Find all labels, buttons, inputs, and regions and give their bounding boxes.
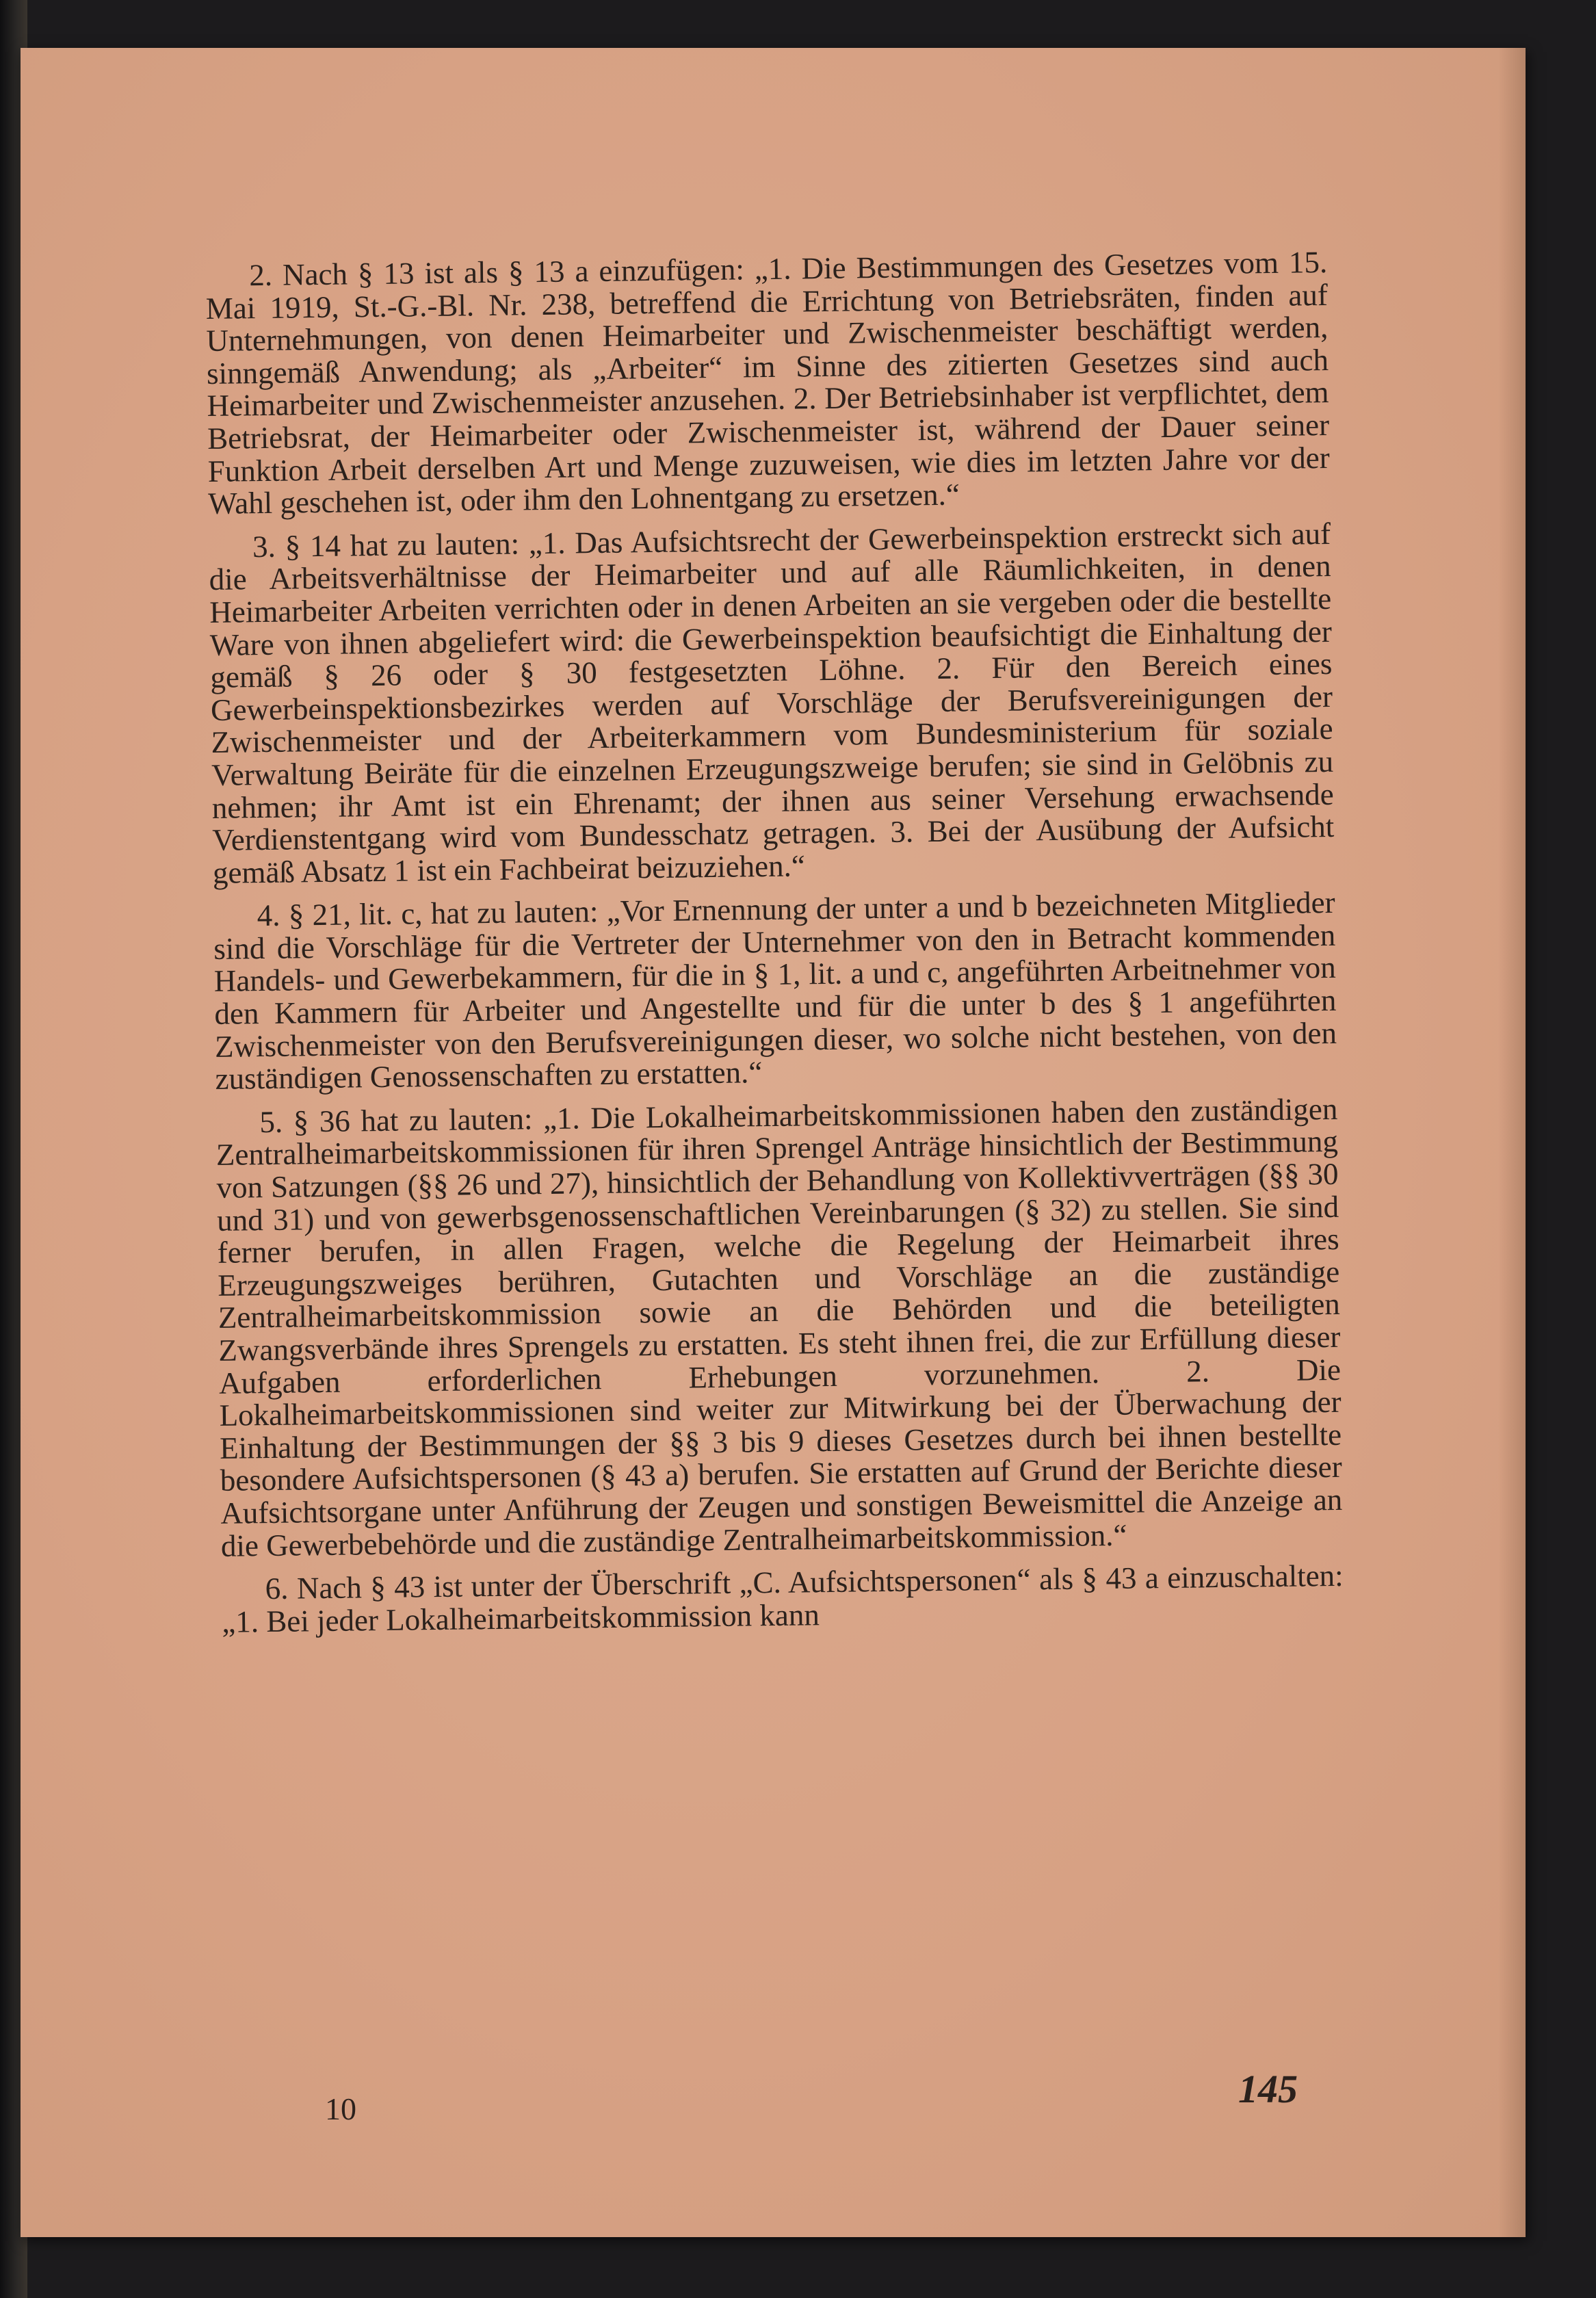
paragraph-6: 6. Nach § 43 ist unter der Überschrift „C. Aufsichtspersonen“ als § 43 a einzuschalten: „1. Bei jeder Lokalheimarbeitskommission kann: [222, 1558, 1344, 1639]
paragraph-4: 4. § 21, lit. c, hat zu lauten: „Vor Ernennung der unter a und b bezeichneten Mitglieder sind die Vorschläge für die Vertreter der Unternehmer von den in Betracht kommenden Handels- und Gewerbekammern, für die in § 1, lit. a und c, angeführten Arbeitnehmer von den Kammern für Arbeiter und Angestellte und für die unter b des § 1 angeführten Zwischenmeister von den Berufsvereinigungen dieser, wo solche nicht bestehen, von den zuständigen Genossenschaften zu erstatten.“: [213, 885, 1337, 1097]
paragraph-5: 5. § 36 hat zu lauten: „1. Die Lokalheimarbeitskommissionen haben den zuständigen Zentralheimarbeitskommissionen für ihren Sprengel Anträge hinsichtlich der Bestimmung von Satzungen (§§ 26 und 27), hinsichtlich der Behandlung von Kollektivverträgen (§§ 30 und 31) und von gewerbsgenossenschaftlichen Vereinbarungen (§ 32) zu stellen. Sie sind ferner berufen, in allen Fragen, welche die Regelung der Heimarbeit ihres Erzeugungszweiges berühren, Gutachten und Vorschläge an die zuständige Zentralheimarbeitskommission sowie an die Behörden und die beteiligten Zwangsverbände ihres Sprengels zu erstatten. Es steht ihnen frei, die zur Erfüllung dieser Aufgaben erforderlichen Erhebungen vorzunehmen. 2. Die Lokalheimarbeitskommissionen sind weiter zur Mitwirkung bei der Überwachung der Einhaltung der Bestimmungen der §§ 3 bis 9 dieses Gesetzes durch bei ihnen bestellte besondere Aufsichtspersonen (§ 43 a) berufen. Sie erstatten auf Grund der Berichte dieser Aufsichtsorgane unter Anführung der Zeugen und sonstigen Beweismittel die Anzeige an die Gewerbebehörde und die zuständige Zentralheimarbeitskommission.“: [215, 1091, 1343, 1563]
paragraph-2: 2. Nach § 13 ist als § 13 a einzufügen: „1. Die Bestimmungen des Gesetzes vom 15. Mai 1919, St.-G.-Bl. Nr. 238, betreffend die Errichtung von Betriebsräten, finden auf Unternehmungen, von denen Heimarbeiter und Zwischenmeister beschäftigt werden, sinngemäß Anwendung; als „Arbeiter“ im Sinne des zitierten Gesetzes sind auch Heimarbeiter und Zwischenmeister anzusehen. 2. Der Betriebsinhaber ist verpflichtet, dem Betriebsrat, der Heimarbeiter oder Zwischenmeister ist, während der Dauer seiner Funktion Arbeit derselben Art und Menge zuzuweisen, wie dies im letzten Jahre vor der Wahl geschehen ist, oder ihm den Lohnentgang zu ersetzen.“: [205, 244, 1330, 521]
body-text: [205, 246, 1344, 1649]
paragraph-3: 3. § 14 hat zu lauten: „1. Das Aufsichtsrecht der Gewerbeinspektion erstreckt sich auf die Arbeitsverhältnisse der Heimarbeiter und auf alle Räumlichkeiten, in denen Heimarbeiter Arbeiten verrichten oder in denen Arbeiten an sie vergeben oder die bestellte Ware von ihnen abgeliefert wird: die Gewerbeinspektion beaufsichtigt die Einhaltung der gemäß § 26 oder § 30 festgesetzten Löhne. 2. Für den Bereich eines Gewerbeinspektionsbezirkes werden auf Vorschläge der Berufsvereinigungen der Zwischenmeister und der Arbeiterkammern vom Bundesministerium für soziale Verwaltung Beiräte für die einzelnen Erzeugungszweige berufen; sie sind in Gelöbnis zu nehmen; ihr Amt ist ein Ehrenamt; der ihnen aus seiner Versehung erwachsende Verdienstentgang wird vom Bundesschatz getragen. 3. Bei der Ausübung der Aufsicht gemäß Absatz 1 ist ein Fachbeirat beizuziehen.“: [209, 516, 1335, 890]
signature-mark: 10: [325, 2091, 356, 2126]
page-number: 145: [1238, 2067, 1298, 2111]
page-edge-shadow: [1498, 48, 1526, 2237]
book-page: [21, 48, 1526, 2237]
